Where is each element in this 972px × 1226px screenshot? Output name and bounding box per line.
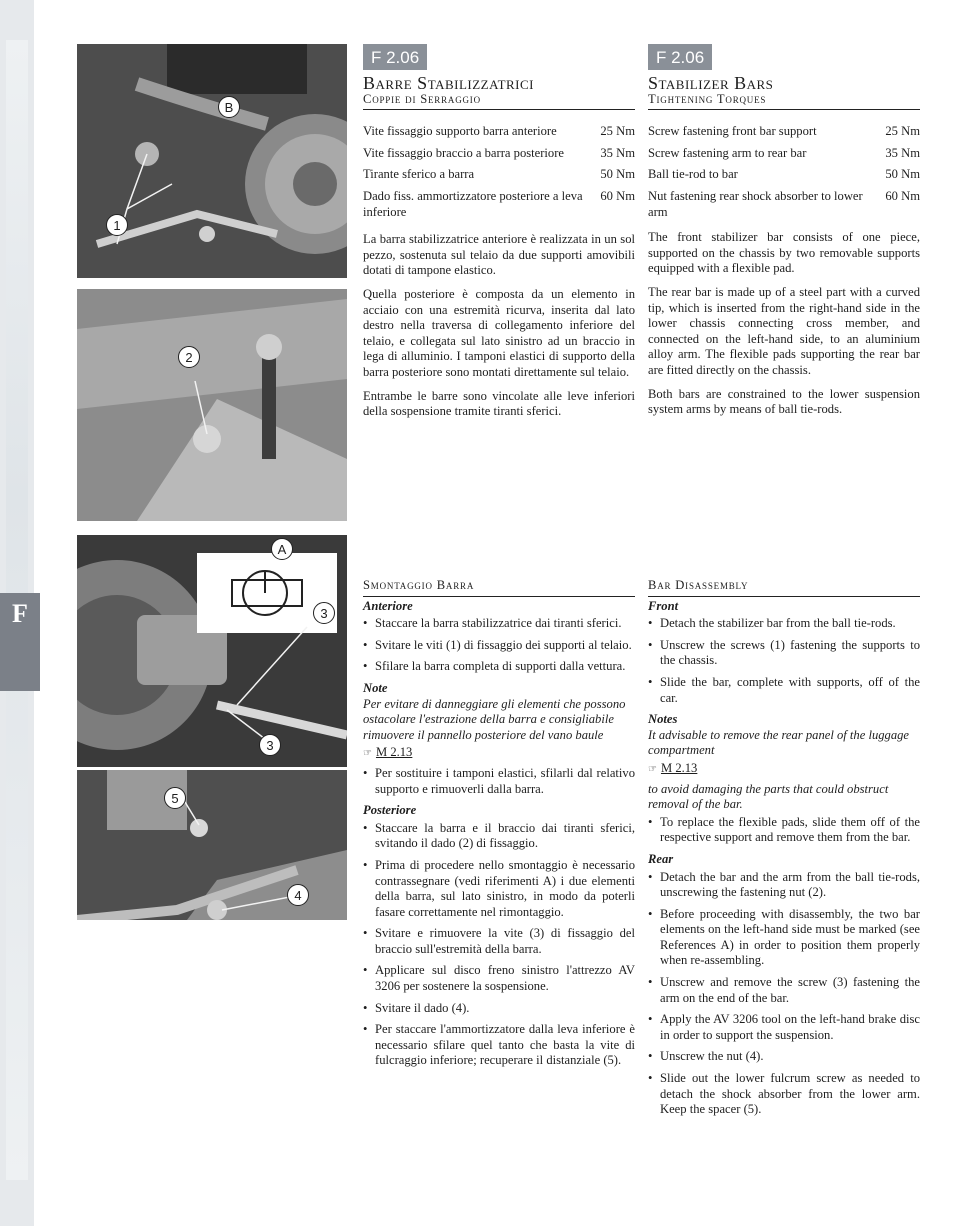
torque-label: Ball tie-rod to bar — [648, 167, 738, 182]
torque-label: Vite fissaggio supporto barra anteriore — [363, 124, 557, 139]
torque-row — [363, 189, 635, 220]
list-item: • Staccare la barra e il braccio dai tiranti sferici, svitando il dado (2) di fissaggio. — [363, 821, 635, 852]
rear-label-it: Posteriore — [363, 803, 417, 818]
list-item: • Detach the bar and the arm from the ball tie-rods, unscrewing the fastening nut (2). — [648, 870, 920, 901]
section-badge-it: F 2.06 — [363, 44, 427, 70]
front-extra-en — [648, 815, 920, 846]
torque-row — [363, 167, 635, 183]
rear-label-en: Rear — [648, 851, 674, 866]
rear-steps-en — [648, 870, 920, 1118]
callout-2: 2 — [178, 346, 200, 368]
english-disassembly — [648, 578, 920, 1124]
paragraph: Both bars are constrained to the lower suspension system arms by means of ball tie-rods. — [648, 386, 920, 417]
front-label-it: Anteriore — [363, 598, 413, 613]
photo-brake-disc — [77, 535, 347, 767]
torque-value: 50 Nm — [885, 167, 920, 182]
torque-row — [363, 146, 635, 162]
pointing-hand-icon: ☞ — [648, 763, 657, 775]
torque-label: Nut fastening rear shock absorber to lower arm — [648, 188, 863, 219]
list-item: • To replace the flexible pads, slide them off of the respective support and remove them from the bar. — [648, 815, 920, 846]
torque-row — [648, 189, 920, 220]
torque-label: Tirante sferico a barra — [363, 167, 475, 182]
torque-value: 60 Nm — [885, 188, 920, 203]
torque-row — [648, 124, 920, 140]
photo-rear-bar — [77, 289, 347, 521]
list-item: • Prima di procedere nello smontaggio è necessario contrassegnare (vedi riferimenti A) i due elementi della barra, sul lato sinistro, in modo da poterli fasare correttamente nel rimontaggio. — [363, 858, 635, 920]
list-item: • Unscrew and remove the screw (3) fastening the arm on the end of the bar. — [648, 975, 920, 1006]
english-column — [648, 44, 920, 426]
list-item: • Svitare il dado (4). — [363, 1001, 635, 1017]
torque-value: 25 Nm — [600, 124, 635, 139]
list-item: • Detach the stabilizer bar from the ball tie-rods. — [648, 616, 920, 632]
note-text-2-en: to avoid damaging the parts that could obstruct removal of the bar. — [648, 781, 889, 812]
callout-3-top: 3 — [313, 602, 335, 624]
callout-4: 4 — [287, 884, 309, 906]
list-item: • Staccare la barra stabilizzatrice dai tiranti sferici. — [363, 616, 635, 632]
note-label-it: Note — [363, 680, 388, 695]
reference-it — [363, 745, 635, 762]
paragraph: La barra stabilizzatrice anteriore è realizzata in un sol pezzo, sostenuta sul telaio da due supporti amovibili dotati di tampone elastico. — [363, 232, 635, 278]
rear-steps-it — [363, 821, 635, 1069]
list-item: • Per staccare l'ammortizzatore dalla leva inferiore è necessario sfilare quel tanto che basta la vite di fulcraggio inferiore; recuperare il distanziale (5). — [363, 1022, 635, 1069]
paragraph: Entrambe le barre sono vincolate alle leve inferiori della sospensione tramite tiranti sferici. — [363, 388, 635, 419]
callout-b: B — [218, 96, 240, 118]
paragraph: The rear bar is made up of a steel part with a curved tip, which is inserted from the right-hand side in the lower chassis connecting cross member, and connected on the left-hand side, to an aluminium alloy arm. The flexible pads supporting the rear bar are fitted directly on the chassis. — [648, 284, 920, 377]
torque-value: 35 Nm — [885, 145, 920, 160]
front-extra-it — [363, 766, 635, 797]
reference-code: M 2.13 — [375, 745, 413, 760]
list-item: • Svitare le viti (1) di fissaggio dei supporti al telaio. — [363, 638, 635, 654]
torque-row — [648, 146, 920, 162]
front-steps-it — [363, 616, 635, 675]
paragraph: The front stabilizer bar consists of one piece, supported on the chassis by two removable supports equipped with a flexible pad. — [648, 230, 920, 276]
front-label-en: Front — [648, 598, 679, 613]
torque-row — [363, 124, 635, 140]
torque-label: Screw fastening front bar support — [648, 124, 817, 139]
list-item: • Sfilare la barra completa di supporti dalla vettura. — [363, 659, 635, 675]
section-title-en: Stabilizer Bars — [648, 73, 774, 93]
list-item: • Svitare e rimuovere la vite (3) di fissaggio del braccio sull'estremità della barra. — [363, 926, 635, 957]
photo-front-bar — [77, 44, 347, 278]
callout-3-bottom: 3 — [259, 734, 281, 756]
list-item: • Applicare sul disco freno sinistro l'attrezzo AV 3206 per sostenere la sospensione. — [363, 963, 635, 994]
note-label-en: Notes — [648, 712, 678, 727]
section-subtitle-en: Tightening Torques — [648, 92, 920, 111]
front-steps-en — [648, 616, 920, 706]
torque-value: 60 Nm — [600, 188, 635, 203]
torque-value: 25 Nm — [885, 124, 920, 139]
list-item: • Unscrew the nut (4). — [648, 1049, 920, 1065]
reference-en — [648, 761, 920, 778]
section-badge-en: F 2.06 — [648, 44, 712, 70]
torque-label: Vite fissaggio braccio a barra posteriore — [363, 145, 565, 160]
reference-code: M 2.13 — [660, 760, 698, 775]
paragraph: Quella posteriore è composta da un elemento in acciaio con una estremità ricurva, inserita dal lato destro nella traversa di collegamento inferiore del telaio, e collegata sul lato sinistro ad un braccio in lega di alluminio. I tamponi elastici di supporto della barra posteriore sono montati direttamente sul telaio. — [363, 286, 635, 379]
list-item: • Apply the AV 3206 tool on the left-hand brake disc in order to support the suspension. — [648, 1012, 920, 1043]
note-text-it: Per evitare di danneggiare gli elementi che possono ostacolare l'estrazione della barra e consigliabile rimuovere il pannello posteriore del vano baule — [363, 696, 626, 742]
section-tab: F — [0, 593, 40, 691]
list-item: • Per sostituire i tamponi elastici, sfilarli dal relativo supporto e rimuoverli dalla barra. — [363, 766, 635, 797]
torque-row — [648, 167, 920, 183]
list-item: • Unscrew the screws (1) fastening the supports to the chassis. — [648, 638, 920, 669]
italian-column — [363, 44, 635, 428]
list-item: • Slide out the lower fulcrum screw as needed to detach the shock absorber from the lower arm. Keep the spacer (5). — [648, 1071, 920, 1118]
list-item: • Slide the bar, complete with supports, off of the car. — [648, 675, 920, 706]
torque-label: Dado fiss. ammortizzatore posteriore a leva inferiore — [363, 188, 583, 219]
callout-1: 1 — [106, 214, 128, 236]
callout-a: A — [271, 538, 293, 560]
section-title-it: Barre Stabilizzatrici — [363, 73, 535, 93]
callout-5: 5 — [164, 787, 186, 809]
section-subtitle-it: Coppie di Serraggio — [363, 92, 635, 111]
list-item: • Before proceeding with disassembly, the two bar elements on the left-hand side must be marked (see References A) in order to position them properly when re-assembling. — [648, 907, 920, 969]
disassembly-title-it: Smontaggio Barra — [363, 578, 635, 597]
torque-label: Screw fastening arm to rear bar — [648, 145, 807, 160]
italian-disassembly — [363, 578, 635, 1075]
disassembly-title-en: Bar Disassembly — [648, 578, 920, 597]
note-text-en: It advisable to remove the rear panel of the luggage compartment — [648, 727, 910, 758]
pointing-hand-icon: ☞ — [363, 748, 372, 760]
torque-value: 35 Nm — [600, 145, 635, 160]
torque-value: 50 Nm — [600, 167, 635, 182]
